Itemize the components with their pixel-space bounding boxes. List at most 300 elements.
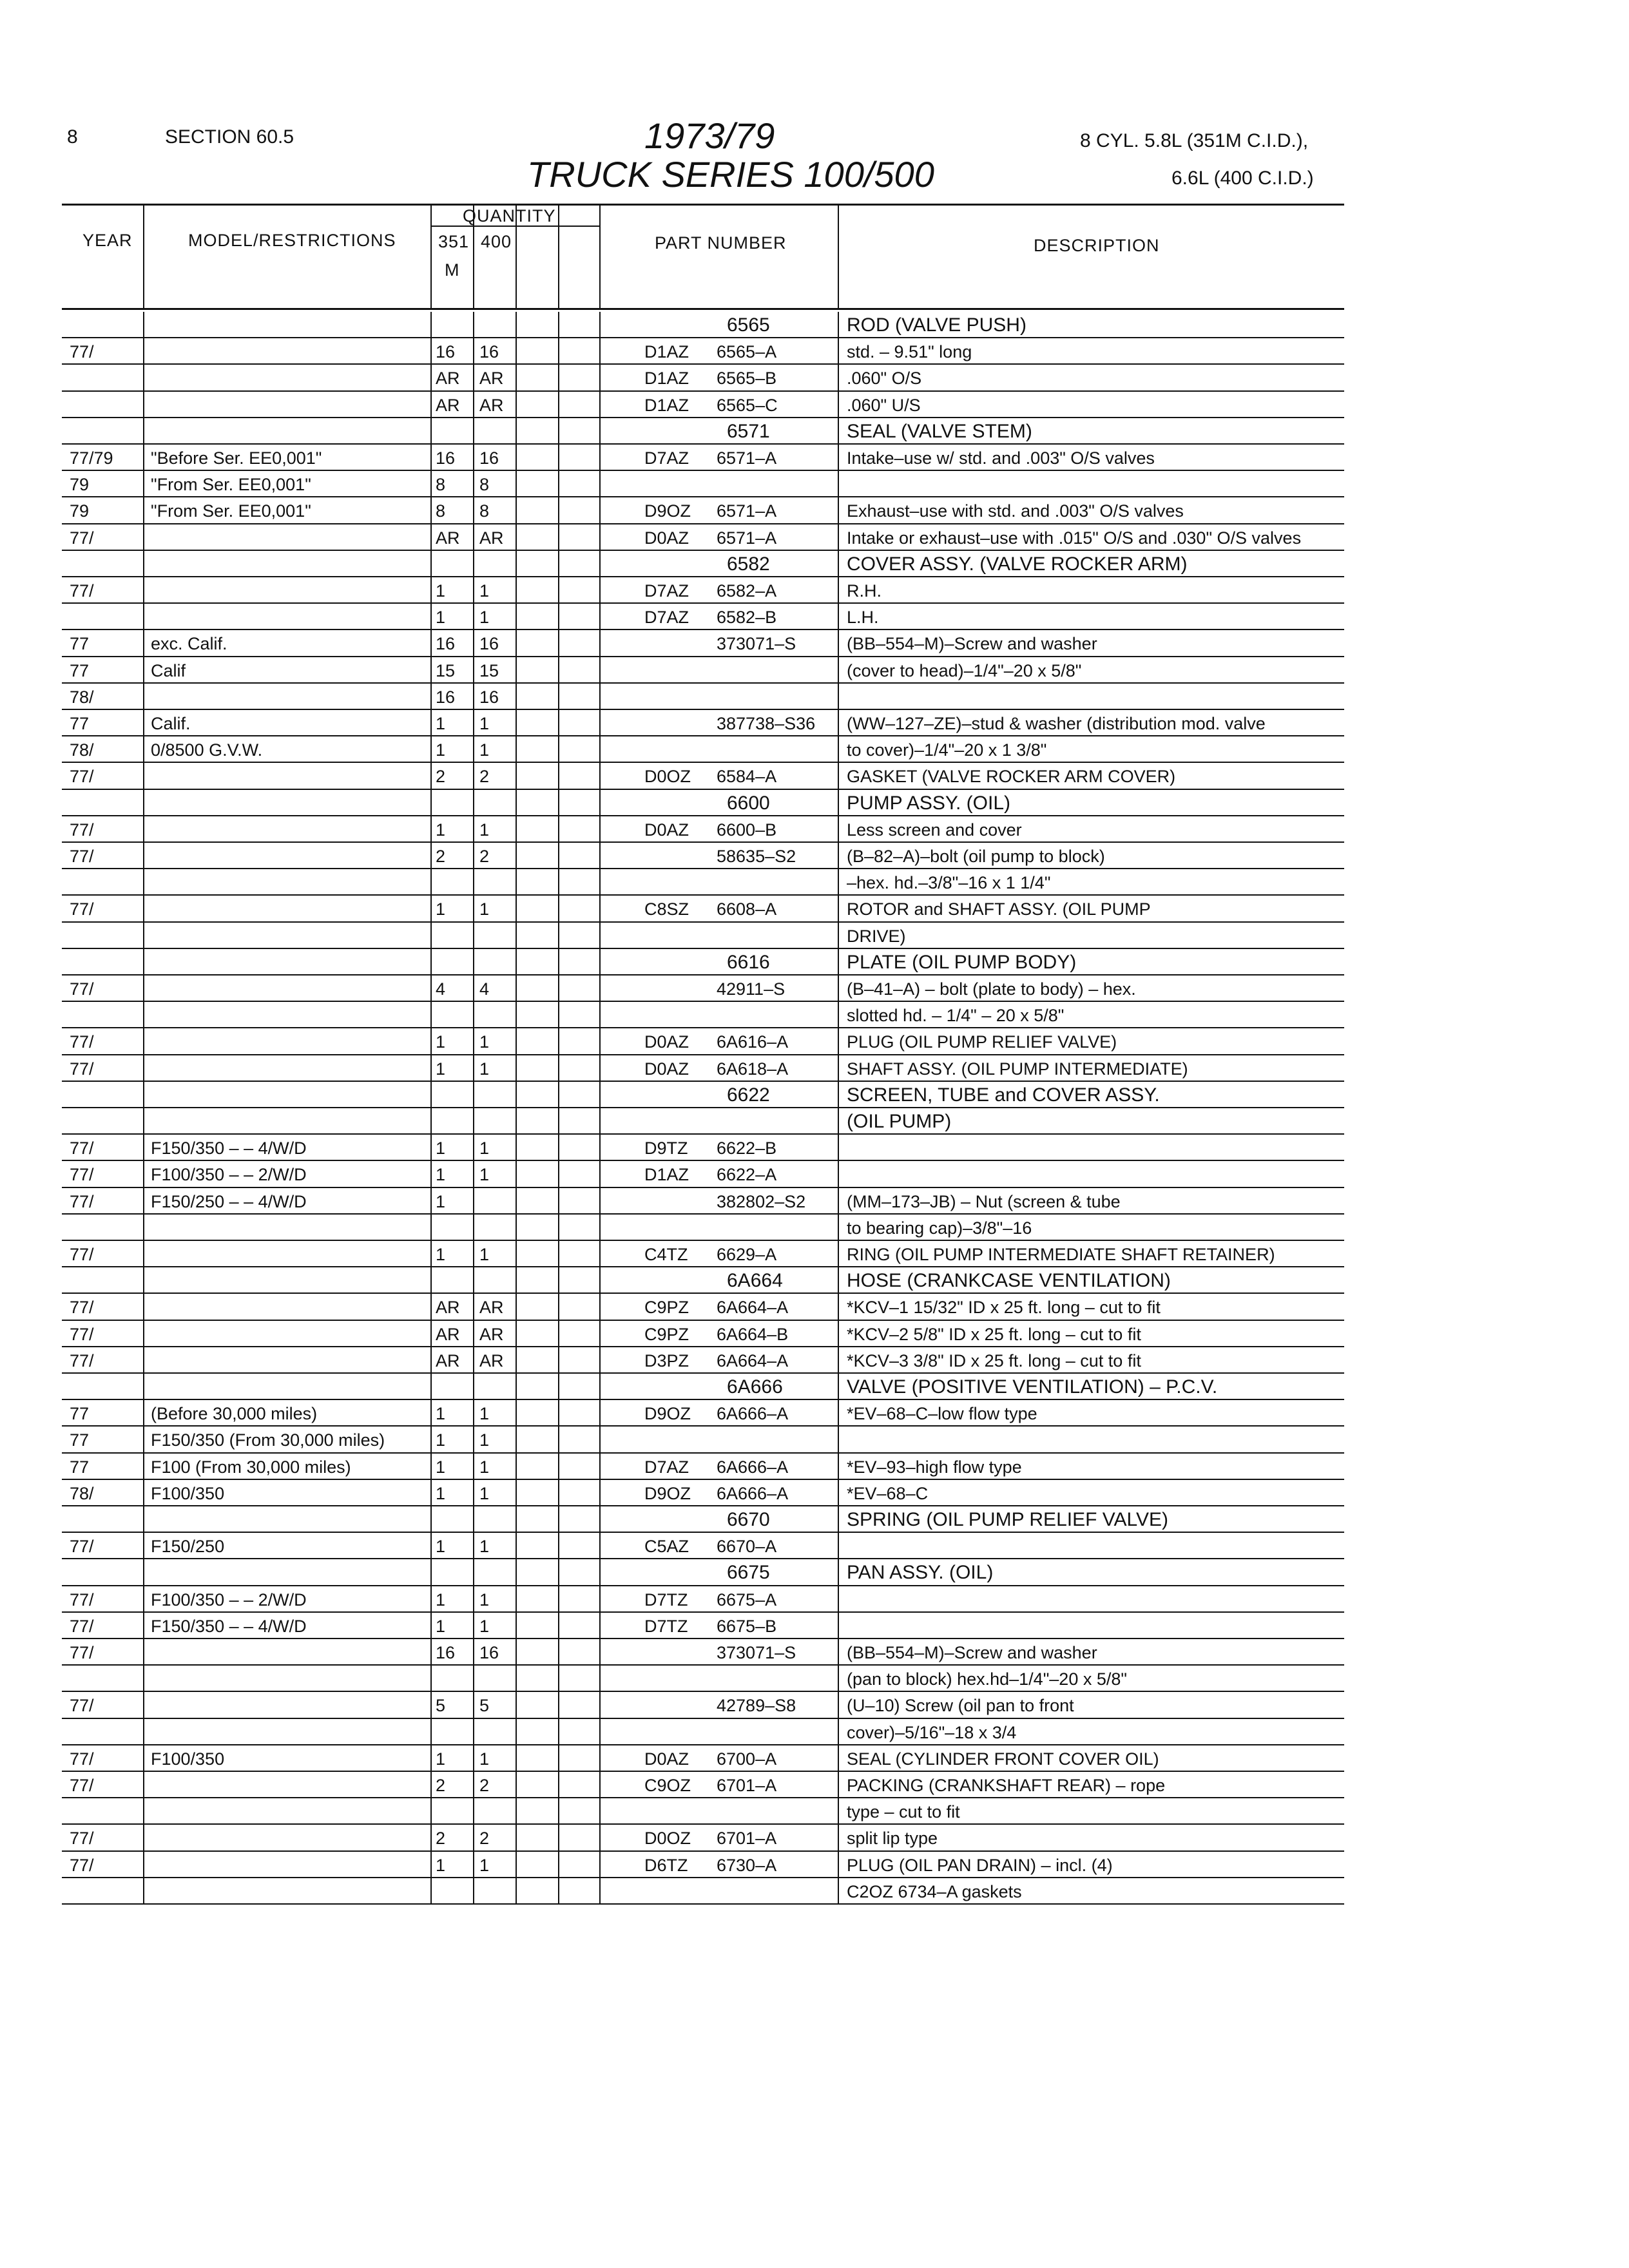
description-cell: SEAL (CYLINDER FRONT COVER OIL) — [847, 1749, 1159, 1769]
row-rule — [62, 841, 1344, 843]
qty-400-cell: 1 — [479, 1245, 490, 1264]
row-rule — [62, 1320, 1344, 1321]
column-header-351: 351 — [438, 232, 470, 251]
qty-400-cell: 16 — [479, 448, 499, 468]
qty-400-cell: 16 — [479, 1643, 499, 1662]
row-rule — [62, 1240, 1344, 1241]
body-column-divider — [838, 312, 839, 1905]
part-number-cell: 6A616–A — [717, 1032, 789, 1052]
qty-351-cell: AR — [436, 395, 460, 415]
description-cell: (cover to head)–1/4"–20 x 5/8" — [847, 660, 1082, 680]
description-cell: (MM–173–JB) – Nut (screen & tube — [847, 1191, 1121, 1211]
qty-351-cell: 8 — [436, 475, 446, 495]
description-cell: GASKET (VALVE ROCKER ARM COVER) — [847, 767, 1176, 787]
year-cell: 77 — [70, 1430, 90, 1450]
qty-351-cell: 1 — [436, 1032, 446, 1052]
qty-351-cell: 2 — [436, 767, 446, 787]
description-cell: R.H. — [847, 581, 882, 601]
part-number-cell: 6A618–A — [717, 1059, 789, 1079]
header-column-divider — [558, 204, 559, 308]
row-rule — [62, 974, 1344, 975]
qty-400-cell: 1 — [479, 740, 490, 760]
year-cell: 77/ — [70, 1191, 94, 1211]
row-rule — [62, 789, 1344, 790]
qty-351-cell: 1 — [436, 1059, 446, 1079]
row-rule — [62, 629, 1344, 630]
description-cell: .060" O/S — [847, 369, 922, 389]
year-cell: 77/ — [70, 581, 94, 601]
qty-351-cell: 1 — [436, 608, 446, 628]
row-rule — [62, 1797, 1344, 1798]
group-description: VALVE (POSITIVE VENTILATION) – P.C.V. — [847, 1376, 1218, 1398]
row-rule — [62, 1532, 1344, 1533]
row-rule — [62, 1213, 1344, 1215]
description-cell: PLUG (OIL PAN DRAIN) – incl. (4) — [847, 1855, 1113, 1875]
row-rule — [62, 1850, 1344, 1852]
model-restriction-cell: "Before Ser. EE0,001" — [151, 448, 322, 468]
year-cell: 77/ — [70, 1749, 94, 1769]
qty-351-cell: 15 — [436, 660, 456, 680]
part-number-cell: 373071–S — [717, 1643, 796, 1662]
year-cell: 77/ — [70, 1855, 94, 1875]
year-cell: 77/ — [70, 342, 94, 362]
row-rule — [62, 417, 1344, 418]
basic-part-number: 6A664 — [727, 1270, 783, 1292]
part-prefix-cell: D0OZ — [644, 1829, 691, 1849]
description-cell: Intake–use w/ std. and .003" O/S valves — [847, 448, 1155, 468]
row-rule — [62, 1744, 1344, 1745]
qty-351-cell: 16 — [436, 687, 456, 707]
row-rule — [62, 1346, 1344, 1347]
group-description: SEAL (VALVE STEM) — [847, 420, 1032, 442]
qty-351-cell: 1 — [436, 1139, 446, 1158]
qty-351-cell: 1 — [436, 1749, 446, 1769]
qty-351-cell: 1 — [436, 1457, 446, 1477]
part-number-cell: 6608–A — [717, 899, 777, 919]
row-rule — [62, 1133, 1344, 1135]
row-rule — [62, 470, 1344, 471]
part-number-cell: 6701–A — [717, 1829, 777, 1849]
model-restriction-cell: F100/350 — [151, 1749, 225, 1769]
row-rule — [62, 735, 1344, 736]
qty-400-cell: 2 — [479, 847, 490, 866]
description-cell: std. – 9.51" long — [847, 342, 972, 362]
part-number-cell: 6622–A — [717, 1165, 777, 1185]
part-prefix-cell: D7AZ — [644, 1457, 689, 1477]
part-number-cell: 6A666–A — [717, 1483, 789, 1503]
group-description: COVER ASSY. (VALVE ROCKER ARM) — [847, 553, 1188, 575]
qty-400-cell: 2 — [479, 767, 490, 787]
qty-351-cell: 16 — [436, 448, 456, 468]
row-rule — [62, 762, 1344, 763]
part-number-cell: 387738–S36 — [717, 714, 816, 733]
year-cell: 78/ — [70, 687, 94, 707]
group-description: PAN ASSY. (OIL) — [847, 1562, 994, 1584]
description-cell: *KCV–3 3/8" ID x 25 ft. long – cut to fit — [847, 1350, 1141, 1370]
model-restriction-cell: F100/350 – – 2/W/D — [151, 1590, 307, 1610]
row-rule — [62, 1718, 1344, 1719]
part-prefix-cell: D7TZ — [644, 1590, 688, 1610]
qty-351-cell: 1 — [436, 820, 446, 840]
year-cell: 79 — [70, 475, 90, 495]
part-number-cell: 6571–A — [717, 528, 777, 548]
row-rule — [62, 1771, 1344, 1772]
description-cell: to bearing cap)–3/8"–16 — [847, 1218, 1032, 1238]
model-restriction-cell: "From Ser. EE0,001" — [151, 475, 311, 495]
model-restriction-cell: 0/8500 G.V.W. — [151, 740, 263, 760]
row-rule — [62, 1823, 1344, 1825]
qty-400-cell: 1 — [479, 1059, 490, 1079]
qty-400-cell: 1 — [479, 1430, 490, 1450]
qty-400-cell: 2 — [479, 1829, 490, 1849]
row-rule — [62, 1558, 1344, 1559]
basic-part-number: 6600 — [727, 792, 770, 814]
qty-351-cell: 2 — [436, 1776, 446, 1795]
description-cell: Less screen and cover — [847, 820, 1022, 840]
description-cell: (BB–554–M)–Screw and washer — [847, 634, 1097, 654]
year-cell: 77/ — [70, 1829, 94, 1849]
part-number-cell: 6A664–A — [717, 1350, 789, 1370]
part-prefix-cell: D0AZ — [644, 1059, 689, 1079]
qty-351-cell: 1 — [436, 1590, 446, 1610]
model-restriction-cell: Calif. — [151, 714, 191, 733]
qty-400-cell: 1 — [479, 1590, 490, 1610]
engine-spec-line1: 8 CYL. 5.8L (351M C.I.D.), — [1080, 130, 1309, 151]
model-restriction-cell: F100/350 – – 2/W/D — [151, 1165, 307, 1185]
qty-351-cell: 16 — [436, 634, 456, 654]
row-rule — [62, 1001, 1344, 1002]
year-cell: 77 — [70, 1404, 90, 1424]
group-description: PLATE (OIL PUMP BODY) — [847, 951, 1077, 973]
row-rule — [62, 921, 1344, 923]
qty-351-cell: 1 — [436, 1537, 446, 1557]
year-cell: 77/ — [70, 1776, 94, 1795]
description-cell: (pan to block) hex.hd–1/4"–20 x 5/8" — [847, 1669, 1127, 1689]
body-column-divider — [516, 312, 517, 1905]
row-rule — [62, 1187, 1344, 1188]
row-rule — [62, 682, 1344, 684]
qty-351-cell: AR — [436, 1350, 460, 1370]
row-rule — [62, 1266, 1344, 1267]
qty-400-cell: 5 — [479, 1696, 490, 1716]
row-rule — [62, 1638, 1344, 1639]
model-restriction-cell: F100 (From 30,000 miles) — [151, 1457, 351, 1477]
part-number-cell: 42911–S — [717, 979, 786, 999]
basic-part-number: 6565 — [727, 314, 770, 336]
year-cell: 77 — [70, 660, 90, 680]
qty-351-cell: 1 — [436, 1616, 446, 1636]
model-restriction-cell: F150/250 – – 4/W/D — [151, 1191, 307, 1211]
year-cell: 77/ — [70, 1245, 94, 1264]
qty-351-cell: AR — [436, 369, 460, 389]
year-cell: 77/ — [70, 1165, 94, 1185]
row-rule — [62, 523, 1344, 524]
part-number-cell: 6675–A — [717, 1590, 777, 1610]
qty-351-cell: 1 — [436, 1855, 446, 1875]
part-number-cell: 373071–S — [717, 634, 796, 654]
row-rule — [62, 709, 1344, 710]
part-prefix-cell: C9OZ — [644, 1776, 691, 1795]
part-number-cell: 6600–B — [717, 820, 777, 840]
group-description: HOSE (CRANKCASE VENTILATION) — [847, 1270, 1171, 1292]
row-rule — [62, 1081, 1344, 1082]
year-cell: 77/ — [70, 1324, 94, 1344]
year-cell: 77/ — [70, 820, 94, 840]
part-number-cell: 58635–S2 — [717, 847, 796, 866]
part-number-cell: 6A664–A — [717, 1298, 789, 1318]
model-restriction-cell: exc. Calif. — [151, 634, 227, 654]
part-prefix-cell: D0AZ — [644, 528, 689, 548]
column-header-model: MODEL/RESTRICTIONS — [188, 231, 396, 250]
part-number-cell: 42789–S8 — [717, 1696, 796, 1716]
basic-part-number: 6A666 — [727, 1376, 783, 1398]
description-cell: (B–41–A) – bolt (plate to body) – hex. — [847, 979, 1136, 999]
year-cell: 77/ — [70, 979, 94, 999]
description-cell: *KCV–2 5/8" ID x 25 ft. long – cut to fit — [847, 1324, 1141, 1344]
part-prefix-cell: D1AZ — [644, 369, 689, 389]
qty-351-cell: 4 — [436, 979, 446, 999]
qty-351-cell: 1 — [436, 1430, 446, 1450]
description-cell: to cover)–1/4"–20 x 1 3/8" — [847, 740, 1047, 760]
model-restriction-cell: F150/350 (From 30,000 miles) — [151, 1430, 385, 1450]
model-restriction-cell: F150/250 — [151, 1537, 225, 1557]
row-rule — [62, 656, 1344, 657]
qty-400-cell: AR — [479, 1298, 504, 1318]
qty-400-cell: 1 — [479, 1749, 490, 1769]
row-rule — [62, 337, 1344, 338]
description-cell: cover)–5/16"–18 x 3/4 — [847, 1722, 1017, 1742]
qty-351-cell: AR — [436, 1324, 460, 1344]
row-rule — [62, 1027, 1344, 1028]
part-number-cell: 6629–A — [717, 1245, 777, 1264]
row-rule — [62, 815, 1344, 816]
year-cell: 77/ — [70, 1350, 94, 1370]
year-cell: 77/ — [70, 847, 94, 866]
part-prefix-cell: D9OZ — [644, 501, 691, 521]
group-description: PUMP ASSY. (OIL) — [847, 792, 1010, 814]
description-cell: slotted hd. – 1/4" – 20 x 5/8" — [847, 1006, 1065, 1026]
qty-400-cell: 4 — [479, 979, 490, 999]
row-rule — [62, 1054, 1344, 1055]
row-rule — [62, 602, 1344, 604]
part-prefix-cell: D7AZ — [644, 608, 689, 628]
basic-part-number: 6622 — [727, 1084, 770, 1106]
row-rule — [62, 948, 1344, 949]
row-rule — [62, 1372, 1344, 1374]
description-cell: Exhaust–use with std. and .003" O/S valves — [847, 501, 1184, 521]
body-column-divider — [473, 312, 474, 1905]
qty-400-cell: AR — [479, 1350, 504, 1370]
qty-400-cell: 16 — [479, 634, 499, 654]
year-cell: 77/ — [70, 1298, 94, 1318]
qty-351-cell: 1 — [436, 740, 446, 760]
qty-400-cell: AR — [479, 395, 504, 415]
description-cell: *EV–93–high flow type — [847, 1457, 1022, 1477]
qty-400-cell: 1 — [479, 1616, 490, 1636]
qty-400-cell: 1 — [479, 1537, 490, 1557]
qty-400-cell: AR — [479, 528, 504, 548]
row-rule — [62, 1479, 1344, 1480]
row-rule — [62, 1160, 1344, 1161]
part-number-cell: 6571–A — [717, 501, 777, 521]
year-cell: 77/79 — [70, 448, 113, 468]
qty-400-cell: 15 — [479, 660, 499, 680]
year-cell: 77/ — [70, 899, 94, 919]
qty-351-cell: 1 — [436, 1483, 446, 1503]
qty-400-cell: 1 — [479, 1404, 490, 1424]
year-cell: 77 — [70, 714, 90, 733]
description-cell: SHAFT ASSY. (OIL PUMP INTERMEDIATE) — [847, 1059, 1188, 1079]
row-rule — [62, 1505, 1344, 1506]
part-prefix-cell: D0AZ — [644, 820, 689, 840]
part-prefix-cell: C9PZ — [644, 1324, 689, 1344]
qty-400-cell: 1 — [479, 899, 490, 919]
qty-400-cell: 1 — [479, 1483, 490, 1503]
part-prefix-cell: D7AZ — [644, 581, 689, 601]
column-header-description: DESCRIPTION — [1034, 236, 1160, 255]
description-cell: *EV–68–C–low flow type — [847, 1404, 1037, 1424]
page-number: 8 — [67, 126, 78, 148]
year-cell: 77/ — [70, 1032, 94, 1052]
body-column-divider — [143, 312, 144, 1905]
part-prefix-cell: C9PZ — [644, 1298, 689, 1318]
qty-400-cell: 1 — [479, 714, 490, 733]
part-prefix-cell: D6TZ — [644, 1855, 688, 1875]
year-cell: 77/ — [70, 1590, 94, 1610]
description-cell: (BB–554–M)–Screw and washer — [847, 1643, 1097, 1662]
qty-400-cell: AR — [479, 369, 504, 389]
year-cell: 77/ — [70, 1139, 94, 1158]
description-cell: C2OZ 6734–A gaskets — [847, 1881, 1022, 1901]
group-description: SPRING (OIL PUMP RELIEF VALVE) — [847, 1509, 1169, 1530]
model-restriction-cell: Calif — [151, 660, 186, 680]
column-header-400: 400 — [481, 232, 512, 251]
description-cell: ROTOR and SHAFT ASSY. (OIL PUMP — [847, 899, 1151, 919]
qty-400-cell: 16 — [479, 687, 499, 707]
description-cell: –hex. hd.–3/8"–16 x 1 1/4" — [847, 873, 1051, 893]
qty-400-cell: 1 — [479, 1457, 490, 1477]
part-number-cell: 6582–A — [717, 581, 777, 601]
basic-part-number: 6571 — [727, 420, 770, 442]
description-cell: split lip type — [847, 1829, 938, 1849]
row-rule — [62, 1611, 1344, 1613]
basic-part-number: 6582 — [727, 553, 770, 575]
qty-351-cell: 2 — [436, 847, 446, 866]
row-rule — [62, 1425, 1344, 1427]
part-number-cell: 6A664–B — [717, 1324, 789, 1344]
model-restriction-cell: "From Ser. EE0,001" — [151, 501, 311, 521]
row-rule — [62, 496, 1344, 497]
year-cell: 78/ — [70, 1483, 94, 1503]
years-title: 1973/79 — [644, 115, 775, 156]
qty-351-cell: 1 — [436, 581, 446, 601]
qty-351-cell: 1 — [436, 899, 446, 919]
table-top-rule — [62, 204, 1344, 206]
qty-351-cell: 1 — [436, 1165, 446, 1185]
year-cell: 79 — [70, 501, 90, 521]
part-prefix-cell: D1AZ — [644, 342, 689, 362]
row-rule — [62, 1877, 1344, 1878]
part-number-cell: 6A666–A — [717, 1457, 789, 1477]
description-cell: (U–10) Screw (oil pan to front — [847, 1696, 1074, 1716]
series-title: TRUCK SERIES 100/500 — [527, 154, 934, 195]
row-rule — [62, 1107, 1344, 1108]
part-number-cell: 6565–C — [717, 395, 778, 415]
year-cell: 77/ — [70, 1643, 94, 1662]
qty-351-cell: 1 — [436, 1245, 446, 1264]
year-cell: 77 — [70, 634, 90, 654]
part-prefix-cell: D1AZ — [644, 1165, 689, 1185]
row-rule — [62, 1399, 1344, 1400]
qty-400-cell: 1 — [479, 1139, 490, 1158]
model-restriction-cell: (Before 30,000 miles) — [151, 1404, 318, 1424]
qty-400-cell: AR — [479, 1324, 504, 1344]
qty-400-cell: 2 — [479, 1776, 490, 1795]
qty-400-cell: 1 — [479, 608, 490, 628]
header-column-divider — [430, 204, 432, 308]
section-label: SECTION 60.5 — [165, 126, 294, 148]
part-prefix-cell: D7TZ — [644, 1616, 688, 1636]
qty-351-cell: 1 — [436, 1191, 446, 1211]
row-rule — [62, 1664, 1344, 1666]
qty-400-cell: 1 — [479, 1855, 490, 1875]
description-cell: L.H. — [847, 608, 879, 628]
group-description: ROD (VALVE PUSH) — [847, 314, 1027, 336]
body-column-divider — [599, 312, 601, 1905]
part-number-cell: 6A666–A — [717, 1404, 789, 1424]
basic-part-number: 6670 — [727, 1509, 770, 1530]
part-prefix-cell: D0AZ — [644, 1749, 689, 1769]
part-number-cell: 6730–A — [717, 1855, 777, 1875]
model-restriction-cell: F100/350 — [151, 1483, 225, 1503]
part-number-cell: 6571–A — [717, 448, 777, 468]
part-number-cell: 6675–B — [717, 1616, 777, 1636]
row-rule — [62, 1585, 1344, 1586]
part-prefix-cell: D1AZ — [644, 395, 689, 415]
table-header-rule — [62, 308, 1344, 310]
part-number-cell: 6622–B — [717, 1139, 777, 1158]
qty-351-cell: 2 — [436, 1829, 446, 1849]
part-number-cell: 6670–A — [717, 1537, 777, 1557]
model-restriction-cell: F150/350 – – 4/W/D — [151, 1616, 307, 1636]
row-rule — [62, 1903, 1344, 1905]
qty-351-cell: AR — [436, 1298, 460, 1318]
basic-part-number: 6616 — [727, 951, 770, 973]
part-prefix-cell: C8SZ — [644, 899, 689, 919]
year-cell: 78/ — [70, 740, 94, 760]
part-number-cell: 382802–S2 — [717, 1191, 806, 1211]
row-rule — [62, 443, 1344, 445]
qty-400-cell: 16 — [479, 342, 499, 362]
qty-351-cell: 8 — [436, 501, 446, 521]
group-description: (OIL PUMP) — [847, 1111, 952, 1132]
column-header-year: YEAR — [82, 231, 133, 250]
description-cell: RING (OIL PUMP INTERMEDIATE SHAFT RETAINER) — [847, 1245, 1275, 1264]
row-rule — [62, 576, 1344, 577]
model-restriction-cell: F150/350 – – 4/W/D — [151, 1139, 307, 1158]
qty-400-cell: 1 — [479, 1032, 490, 1052]
column-header-351-suffix: M — [445, 260, 460, 280]
description-cell: *EV–68–C — [847, 1483, 929, 1503]
year-cell: 77/ — [70, 528, 94, 548]
body-column-divider — [430, 312, 432, 1905]
description-cell: type – cut to fit — [847, 1802, 960, 1822]
header-column-divider — [838, 204, 839, 308]
qty-351-cell: 5 — [436, 1696, 446, 1716]
description-cell: PACKING (CRANKSHAFT REAR) – rope — [847, 1776, 1166, 1795]
part-number-cell: 6582–B — [717, 608, 777, 628]
part-number-cell: 6565–B — [717, 369, 777, 389]
